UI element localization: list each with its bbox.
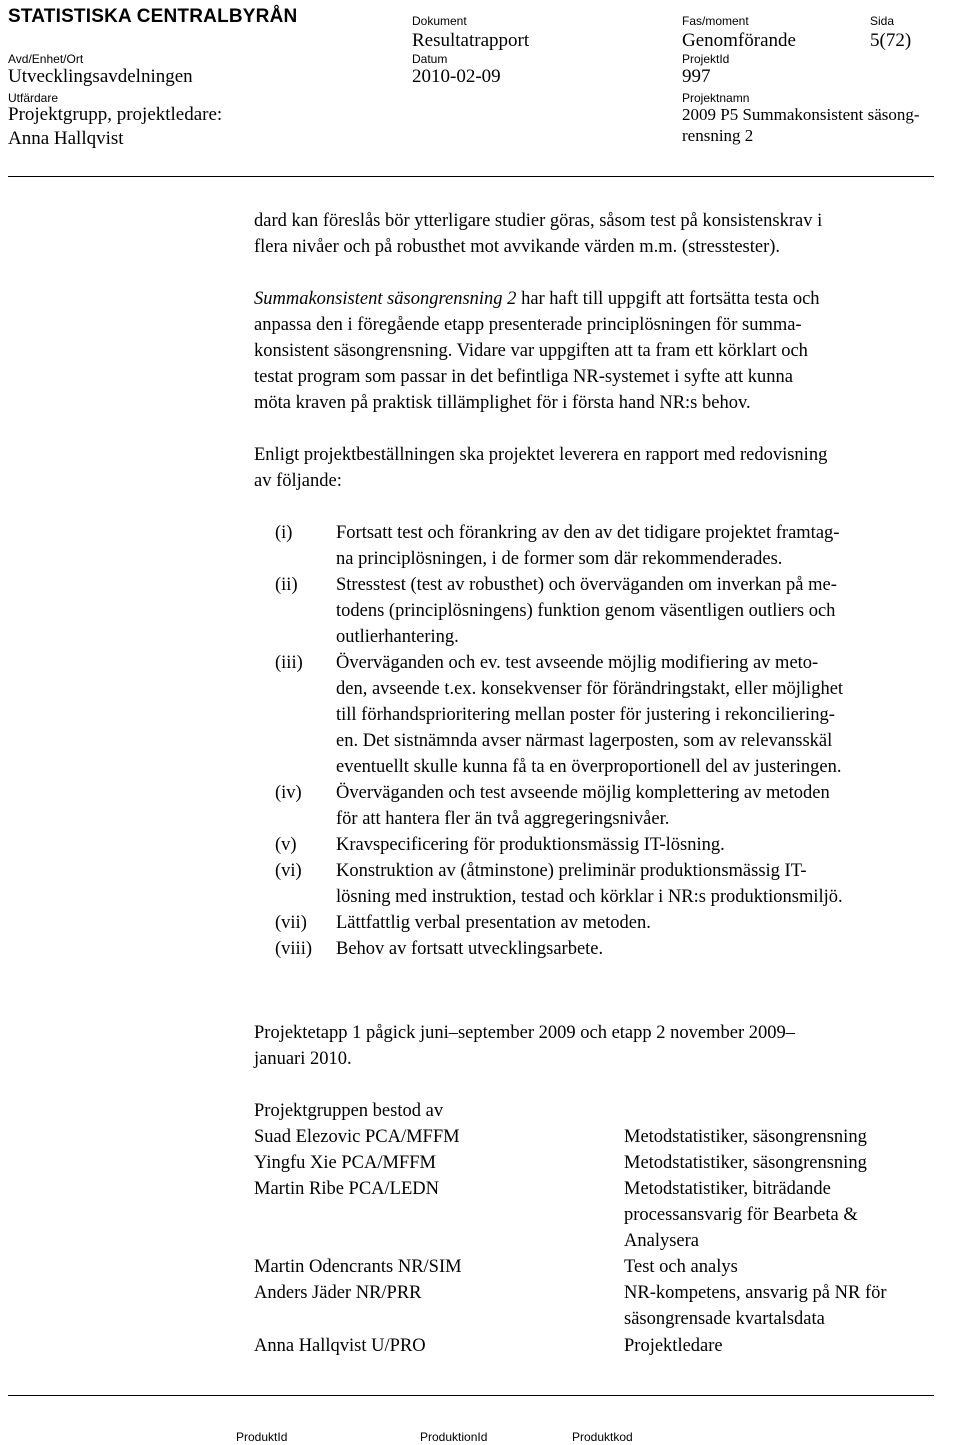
team-member-role bbox=[624, 1124, 867, 1150]
team-member-role-line: NR-kompetens, ansvarig på NR för bbox=[624, 1283, 887, 1303]
list-item-number: (iv) bbox=[275, 783, 302, 803]
date-label: Datum bbox=[412, 52, 448, 66]
list-item bbox=[275, 520, 960, 572]
team-member-name bbox=[254, 1150, 436, 1176]
list-item-line: outlierhantering. bbox=[336, 627, 459, 647]
paragraph-1-line: dard kan föreslås bör ytterligare studier göras, såsom test på konsistenskrav i bbox=[254, 211, 823, 231]
team-member-role-line: Projektledare bbox=[624, 1336, 723, 1356]
list-item-line: Överväganden och test avseende möjlig komplettering av metoden bbox=[336, 783, 830, 803]
list-item-number: (vii) bbox=[275, 913, 307, 933]
project-id-value: 997 bbox=[682, 66, 711, 87]
phase-label: Fas/moment bbox=[682, 14, 749, 28]
team-member-name bbox=[254, 1254, 462, 1280]
header-rule bbox=[8, 176, 934, 177]
list-item-text bbox=[336, 572, 960, 650]
list-item-text bbox=[336, 520, 960, 572]
paragraph-2-line: anpassa den i föregående etapp presenterade principlösningen för summa- bbox=[254, 315, 802, 335]
organization-name: STATISTISKA CENTRALBYRÅN bbox=[8, 6, 298, 27]
list-item bbox=[275, 858, 960, 910]
team-member-name bbox=[254, 1333, 426, 1359]
department-label: Avd/Enhet/Ort bbox=[8, 52, 84, 66]
footer-rule bbox=[8, 1395, 934, 1396]
phase-value: Genomförande bbox=[682, 30, 796, 51]
list-item-line: till förhandsprioritering mellan poster för justering i rekonciliering- bbox=[336, 705, 835, 725]
paragraph-1-line: flera nivåer och på robusthet mot avvikande värden m.m. (stresstester). bbox=[254, 237, 781, 257]
paragraph-1 bbox=[254, 208, 954, 260]
team-member-name bbox=[254, 1176, 439, 1202]
project-id-label: ProjektId bbox=[682, 52, 730, 66]
list-item-number: (viii) bbox=[275, 939, 312, 959]
list-item-text bbox=[336, 832, 960, 858]
list-item bbox=[275, 650, 960, 780]
list-item-number: (vi) bbox=[275, 861, 302, 881]
list-item-line: Kravspecificering för produktionsmässig IT-lösning. bbox=[336, 835, 725, 855]
team-intro-text: Projektgruppen bestod av bbox=[254, 1101, 444, 1121]
paragraph-4-line: Projektetapp 1 pågick juni–september 2009 och etapp 2 november 2009– bbox=[254, 1023, 795, 1043]
list-item bbox=[275, 572, 960, 650]
team-member-name-text: Martin Odencrants NR/SIM bbox=[254, 1257, 462, 1277]
footer-product-code: Produktkod bbox=[572, 1430, 633, 1444]
issuer-label: Utfärdare bbox=[8, 91, 59, 105]
list-item bbox=[275, 910, 960, 936]
list-item-number: (v) bbox=[275, 835, 297, 855]
team-member-role-line: Analysera bbox=[624, 1231, 699, 1251]
team-member-name bbox=[254, 1280, 422, 1306]
list-item-line: Fortsatt test och förankring av den av det tidigare projektet framtag- bbox=[336, 523, 840, 543]
list-item-text bbox=[336, 650, 960, 780]
project-name-line2: rensning 2 bbox=[682, 126, 754, 145]
page-label: Sida bbox=[870, 14, 895, 28]
department-value: Utvecklingsavdelningen bbox=[8, 66, 193, 87]
paragraph-4-line: januari 2010. bbox=[254, 1049, 352, 1069]
list-item-line: na principlösningen, i de former som där rekommenderades. bbox=[336, 549, 783, 569]
list-item-number: (ii) bbox=[275, 575, 298, 595]
paragraph-2-text: har haft till uppgift att fortsätta testa och bbox=[516, 289, 820, 309]
team-member-name bbox=[254, 1124, 460, 1150]
team-member-name-text: Martin Ribe PCA/LEDN bbox=[254, 1179, 439, 1199]
list-item-text bbox=[336, 910, 960, 936]
paragraph-2 bbox=[254, 286, 954, 416]
issuer-value-line2: Anna Hallqvist bbox=[8, 128, 124, 149]
paragraph-2-line: testat program som passar in det befintliga NR-systemet i syfte att kunna bbox=[254, 367, 793, 387]
team-member-role-line: säsongrensade kvartalsdata bbox=[624, 1309, 825, 1329]
team-member-name-text: Yingfu Xie PCA/MFFM bbox=[254, 1153, 436, 1173]
list-item-line: Konstruktion av (åtminstone) preliminär produktionsmässig IT- bbox=[336, 861, 807, 881]
team-member-role bbox=[624, 1150, 867, 1176]
list-item-line: Överväganden och ev. test avseende möjlig modifiering av meto- bbox=[336, 653, 819, 673]
paragraph-3-line: av följande: bbox=[254, 471, 342, 491]
list-item-line: Lättfattlig verbal presentation av metoden. bbox=[336, 913, 651, 933]
paragraph-3 bbox=[254, 442, 954, 494]
team-member-role-line: processansvarig för Bearbeta & bbox=[624, 1205, 858, 1225]
team-member-name-text: Anders Jäder NR/PRR bbox=[254, 1283, 422, 1303]
deliverables-list bbox=[275, 520, 960, 962]
list-item-number: (i) bbox=[275, 523, 293, 543]
list-item-line: den, avseende t.ex. konsekvenser för förändringstakt, eller möjlighet bbox=[336, 679, 844, 699]
paragraph-3-line: Enligt projektbeställningen ska projektet leverera en rapport med redovisning bbox=[254, 445, 828, 465]
footer-product-id: ProduktId bbox=[236, 1430, 288, 1444]
team-member-role bbox=[624, 1254, 738, 1280]
project-name-label: Projektnamn bbox=[682, 91, 750, 105]
page-number: 5(72) bbox=[870, 30, 912, 51]
date-value: 2010-02-09 bbox=[412, 66, 501, 87]
project-name-italic: Summakonsistent säsongrensning 2 bbox=[254, 289, 517, 309]
list-item-line: todens (principlösningens) funktion genom väsentligen outliers och bbox=[336, 601, 836, 621]
paragraph-4 bbox=[254, 1020, 954, 1072]
list-item-line: en. Det sistnämnda avser närmast lagerposten, som av relevansskäl bbox=[336, 731, 833, 751]
list-item-text bbox=[336, 780, 960, 832]
team-member-role-line: Test och analys bbox=[624, 1257, 738, 1277]
list-item-line: Behov av fortsatt utvecklingsarbete. bbox=[336, 939, 604, 959]
document-label: Dokument bbox=[412, 14, 467, 28]
team-member-role bbox=[624, 1333, 723, 1359]
list-item-line: eventuellt skulle kunna få ta en överproportionell del av justeringen. bbox=[336, 757, 842, 777]
team-intro bbox=[254, 1098, 443, 1124]
project-name-line1: 2009 P5 Summakonsistent säsong- bbox=[682, 105, 920, 124]
team-member-name-text: Suad Elezovic PCA/MFFM bbox=[254, 1127, 460, 1147]
list-item-text bbox=[336, 936, 960, 962]
list-item-line: Stresstest (test av robusthet) och överväganden om inverkan på me- bbox=[336, 575, 837, 595]
team-member-role-line: Metodstatistiker, biträdande bbox=[624, 1179, 831, 1199]
paragraph-2-line bbox=[254, 286, 954, 312]
list-item bbox=[275, 832, 960, 858]
team-member-role bbox=[624, 1176, 858, 1254]
paragraph-2-line: möta kraven på praktisk tillämplighet för i första hand NR:s behov. bbox=[254, 393, 751, 413]
list-item-line: lösning med instruktion, testad och körklar i NR:s produktionsmiljö. bbox=[336, 887, 843, 907]
team-member-name-text: Anna Hallqvist U/PRO bbox=[254, 1336, 426, 1356]
list-item-text bbox=[336, 858, 960, 910]
list-item bbox=[275, 936, 960, 962]
team-member-role-line: Metodstatistiker, säsongrensning bbox=[624, 1153, 867, 1173]
paragraph-2-line: konsistent säsongrensning. Vidare var uppgiften att ta fram ett körklart och bbox=[254, 341, 808, 361]
team-member-role bbox=[624, 1280, 887, 1332]
issuer-value-line1: Projektgrupp, projektledare: bbox=[8, 104, 223, 125]
list-item bbox=[275, 780, 960, 832]
list-item-number: (iii) bbox=[275, 653, 303, 673]
team-member-role-line: Metodstatistiker, säsongrensning bbox=[624, 1127, 867, 1147]
footer-production-id: ProduktionId bbox=[420, 1430, 488, 1444]
list-item-line: för att hantera fler än två aggregeringsnivåer. bbox=[336, 809, 670, 829]
document-value: Resultatrapport bbox=[412, 30, 530, 51]
